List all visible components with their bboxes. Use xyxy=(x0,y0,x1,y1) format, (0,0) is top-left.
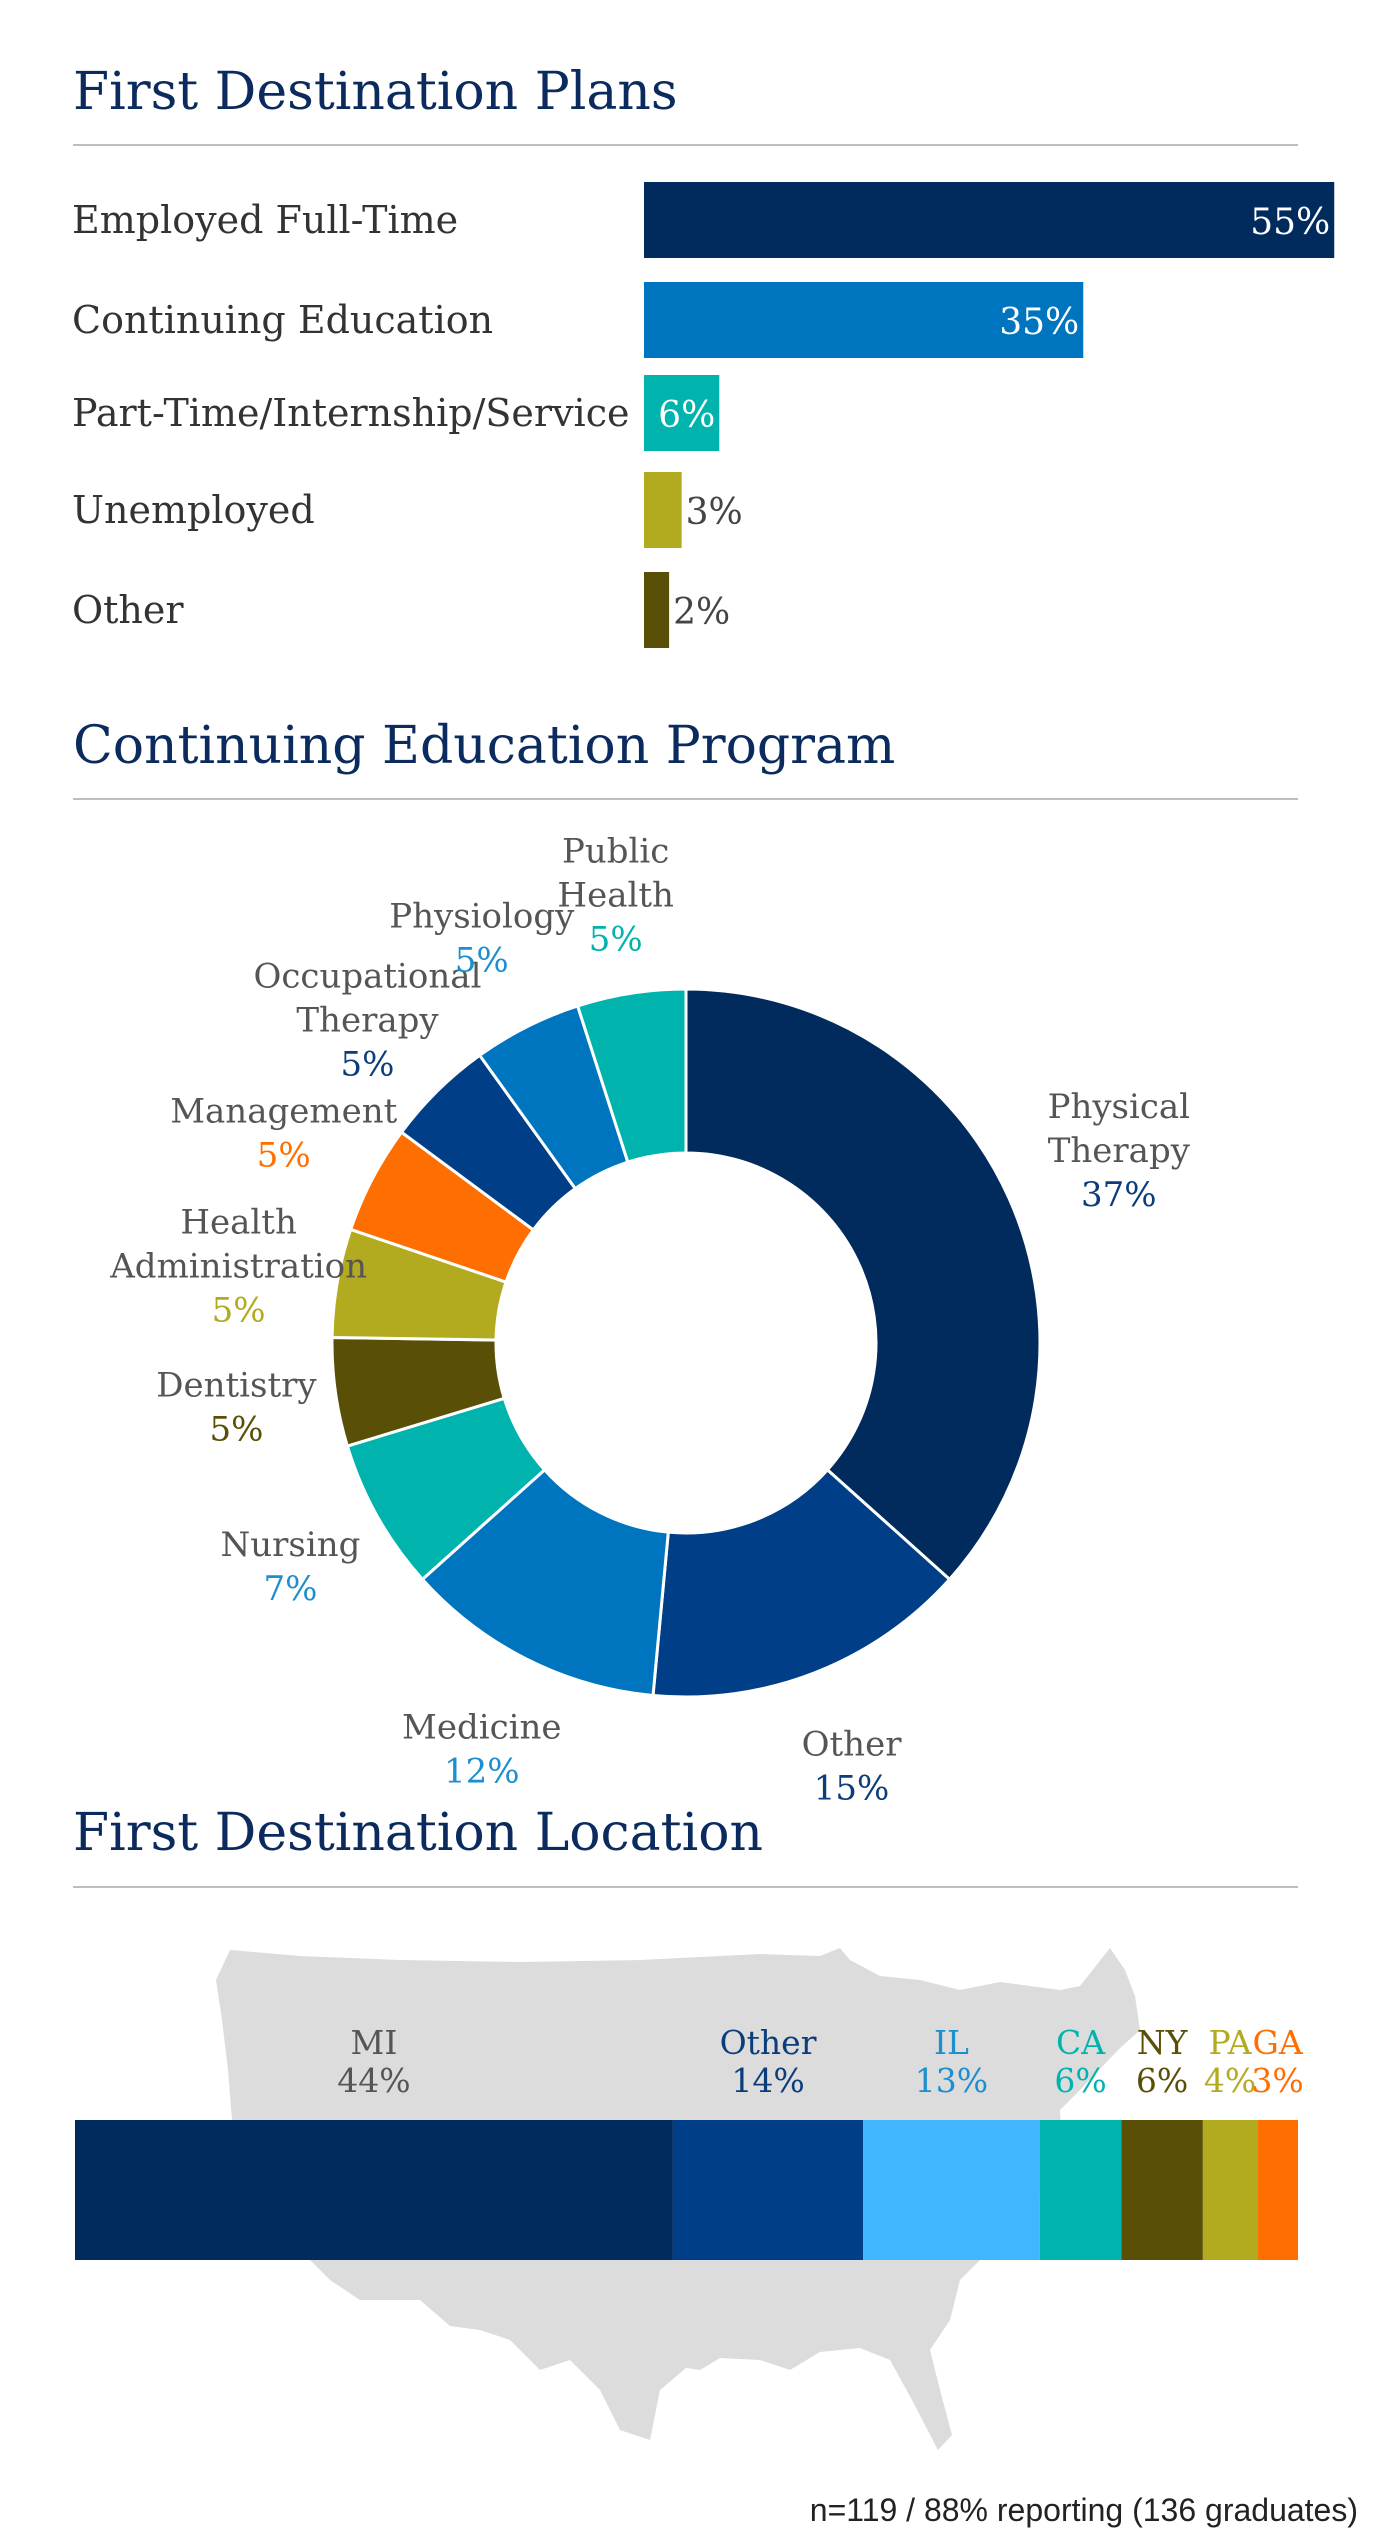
location-percent-label: 13% xyxy=(914,2061,989,2100)
donut-slice-percent: 5% xyxy=(209,1409,264,1450)
location-percent-label: 6% xyxy=(1135,2061,1189,2100)
plans-value-label: 3% xyxy=(685,492,743,533)
location-rule xyxy=(73,1886,1298,1888)
location-segment xyxy=(673,2120,863,2260)
location-name-label: NY xyxy=(1136,2023,1188,2062)
donut-slice-percent: 7% xyxy=(263,1568,318,1609)
plans-rule xyxy=(73,144,1298,146)
donut-slice-name: Public xyxy=(562,831,670,872)
program-title: Continuing Education Program xyxy=(73,716,896,776)
location-percent-label: 4% xyxy=(1203,2061,1257,2100)
plans-category-label: Other xyxy=(72,588,184,632)
donut-slice xyxy=(686,989,1040,1579)
plans-category-label: Continuing Education xyxy=(72,298,494,342)
donut-slice-name: Therapy xyxy=(1047,1130,1190,1171)
location-name-label: CA xyxy=(1056,2023,1106,2062)
location-stacked-chart xyxy=(0,1920,1376,2480)
location-segment xyxy=(75,2120,673,2260)
donut-slice-name: Management xyxy=(170,1091,398,1132)
donut-slice-percent: 5% xyxy=(256,1135,311,1176)
plans-bar xyxy=(644,472,682,548)
plans-value-label: 55% xyxy=(1250,202,1331,243)
plans-category-label: Employed Full-Time xyxy=(72,198,459,242)
location-percent-label: 14% xyxy=(731,2061,805,2100)
location-segment xyxy=(1203,2120,1257,2260)
donut-slice-percent: 5% xyxy=(588,919,643,960)
plans-bar xyxy=(644,182,1334,258)
donut-slice-percent: 15% xyxy=(813,1768,890,1809)
location-percent-label: 44% xyxy=(337,2061,411,2100)
donut-slice-percent: 37% xyxy=(1081,1174,1157,1215)
donut-slice-name: Medicine xyxy=(402,1707,562,1748)
location-title: First Destination Location xyxy=(73,1803,763,1863)
donut-slice-name: Therapy xyxy=(296,1000,439,1041)
location-segment xyxy=(1040,2120,1122,2260)
plans-bar-chart xyxy=(0,170,1376,670)
location-name-label: MI xyxy=(350,2023,398,2062)
location-percent-label: 3% xyxy=(1251,2061,1304,2100)
donut-slice-name: Nursing xyxy=(220,1524,361,1565)
plans-title: First Destination Plans xyxy=(73,62,678,122)
plans-value-label: 2% xyxy=(673,592,731,633)
donut-slice-percent: 5% xyxy=(211,1290,266,1331)
location-segment xyxy=(863,2120,1040,2260)
donut-slice-percent: 5% xyxy=(340,1044,395,1085)
plans-value-label: 6% xyxy=(658,395,716,436)
location-segment xyxy=(1121,2120,1203,2260)
donut-slice-name: Physical xyxy=(1047,1086,1191,1127)
donut-slice-name: Physiology xyxy=(389,896,575,937)
location-name-label: Other xyxy=(719,2023,817,2062)
location-segment xyxy=(1257,2120,1298,2260)
plans-bar xyxy=(644,572,669,648)
sample-size-footnote: n=119 / 88% reporting (136 graduates) xyxy=(809,2492,1358,2528)
donut-slice-name: Health xyxy=(557,875,674,916)
location-name-label: IL xyxy=(934,2023,969,2062)
plans-value-label: 35% xyxy=(999,302,1080,343)
location-name-label: PA xyxy=(1208,2023,1252,2062)
program-donut-chart xyxy=(0,820,1376,1809)
program-rule xyxy=(73,798,1298,800)
location-name-label: GA xyxy=(1252,2023,1303,2062)
donut-slice-name: Other xyxy=(801,1724,902,1765)
donut-slice-name: Health xyxy=(180,1202,297,1243)
donut-slice-percent: 12% xyxy=(443,1751,520,1792)
donut-slice-percent: 5% xyxy=(454,940,509,981)
plans-category-label: Unemployed xyxy=(72,488,315,532)
donut-slice-name: Occupational xyxy=(253,956,482,997)
donut-slice-name: Dentistry xyxy=(156,1365,317,1406)
location-percent-label: 6% xyxy=(1054,2061,1107,2100)
plans-category-label: Part-Time/Internship/Service xyxy=(72,391,630,435)
donut-slice-name: Administration xyxy=(110,1246,368,1287)
